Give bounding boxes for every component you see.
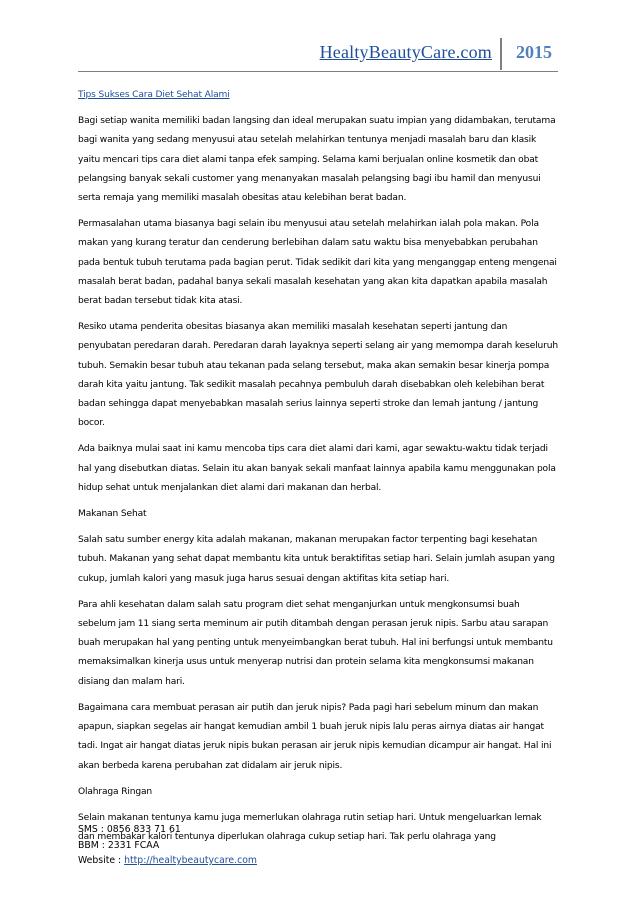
paragraph: Salah satu sumber energy kita adalah makanan, makanan merupakan factor terpenting bagi kesehatan tubuh. Makanan yang sehat dapat membantu kita untuk beraktifitas setiap hari. Selain jumlah asupan yang cukup, jumlah kalori yang masuk juga harus sesuai dengan aktifitas kita setiap hari. [78, 535, 555, 584]
footer-website [78, 853, 558, 869]
paragraph: Resiko utama penderita obesitas biasanya akan memiliki masalah kesehatan seperti jantung dan penyubatan peredaran darah. Peredaran darah layaknya seperti selang air yang memompa darah keseluruh tubuh. Semakin besar tubuh atau tekanan pada selang tersebut, maka akan semakin besar kinerja pompa darah kita yaitu jantung. Tak sedikit masalah pecahnya pembuluh darah disebabkan oleh kelebihan berat badan sehingga dapat menyebabkan masalah serius lainnya seperti stroke dan lemah jantung / jantung bocor. [78, 322, 558, 429]
footer-website-link[interactable]: http://healtybeautycare.com [124, 855, 257, 866]
paragraph: Selain makanan tentunya kamu juga memerlukan olahraga rutin setiap hari. Untuk mengeluarkan lemak dan membakar kalori tentunya diperlukan olahraga cukup setiap hari. Tak perlu olahraga yang [78, 812, 542, 843]
paragraph: Bagaimana cara membuat perasan air putih dan jeruk nipis? Pada pagi hari sebelum minum dan makan apapun, siapkan segelas air hangat kemudian ambil 1 buah jeruk nipis lalu peras airnya diatas air hangat tadi. Ingat air hangat diatas jeruk nipis bukan perasan air jeruk nipis kemudian dicampur air hangat. Hal ini akan berbeda karena perubahan zat didalam air jeruk nipis. [78, 702, 552, 771]
article-title-link[interactable]: Tips Sukses Cara Diet Sehat Alami [78, 90, 230, 100]
article-body [78, 86, 560, 854]
header-rule [78, 71, 558, 72]
section-heading: Olahraga Ringan [78, 786, 153, 797]
paragraph: Bagi setiap wanita memiliki badan langsing dan ideal merupakan suatu impian yang didambakan, terutama bagi wanita yang sedang menyusui atau setelah melahirkan tentunya menjadi masalah baru dan klasik yaitu mencari tips cara diet alami tanpa efek samping. Selama kami berjualan online kosmetik dan obat pelangsing banyak sekali customer yang menanyakan masalah pelangsing bagi ibu hamil dan menyusui serta remaja yang memiliki masalah obesitas atau kelebihan berat badan. [78, 116, 556, 204]
page-footer [78, 822, 558, 869]
footer-bbm: BBM : 2331 FCAA [78, 839, 160, 851]
paragraph: Para ahli kesehatan dalam salah satu program diet sehat menganjurkan untuk mengkonsumsi buah sebelum jam 11 siang serta meminum air putih ditambah dengan perasan jeruk nipis. Sarbu atau sarapan buah merupakan hal yang penting untuk menyeimbangkan berat tubuh. Hal ini berfungsi untuk membantu memaksimalkan kinerja usus untuk menyerap nutrisi dan protein selama kita mengkonsumsi makanan disiang dan malam hari. [78, 599, 553, 687]
header-year: 2015 [516, 42, 552, 62]
footer-sms: SMS : 0856 833 71 61 [78, 824, 181, 835]
page-header [78, 38, 558, 72]
header-divider [500, 38, 502, 70]
paragraph: Ada baiknya mulai saat ini kamu mencoba tips cara diet alami dari kami, agar sewaktu-waktu tidak terjadi hal yang disebutkan diatas. Selain itu akan banyak sekali manfaat lainnya apabila kamu menggunakan pola hidup sehat untuk menjalankan diet alami dari makanan dan herbal. [78, 444, 556, 493]
site-title-link[interactable]: HealtyBeautyCare.com [319, 42, 492, 62]
paragraph: Permasalahan utama biasanya bagi selain ibu menyusui atau setelah melahirkan ialah pola makan. Pola makan yang kurang teratur dan cenderung berlebihan dalam satu waktu bisa menyebabkan perubahan pada bentuk tubuh terutama pada bagian perut. Tidak sedikit dari kita yang menganggap enteng mengenai masalah berat badan, padahal banya sekali masalah kesehatan yang akan kita dapatkan apabila masalah berat badan tersebut tidak kita atasi. [78, 219, 557, 307]
section-heading: Makanan Sehat [78, 509, 147, 520]
footer-website-label: Website : [78, 855, 125, 866]
